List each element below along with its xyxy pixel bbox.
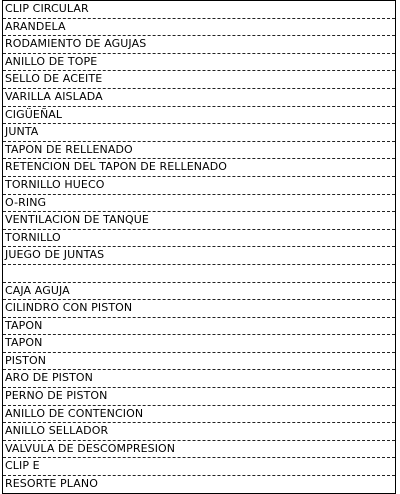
table-row: ARO DE PISTON	[3, 370, 395, 388]
table-row: PISTON	[3, 353, 395, 371]
table-row: JUEGO DE JUNTAS	[3, 247, 395, 265]
table-row: ANILLO DE TOPE	[3, 54, 395, 72]
table-row: VENTILACION DE TANQUE	[3, 212, 395, 230]
table-row: RESORTE PLANO	[3, 476, 395, 494]
table-row: CLIP CIRCULAR	[3, 1, 395, 19]
table-row: TAPON DE RELLENADO	[3, 142, 395, 160]
table-row: CILINDRO CON PISTON	[3, 300, 395, 318]
table-row: TAPON	[3, 318, 395, 336]
table-row: VALVULA DE DESCOMPRESION	[3, 441, 395, 459]
table-row: TORNILLO HUECO	[3, 177, 395, 195]
table-row: TAPON	[3, 335, 395, 353]
table-row: RODAMIENTO DE AGUJAS	[3, 36, 395, 54]
table-row: VARILLA AISLADA	[3, 89, 395, 107]
table-row: CAJA AGUJA	[3, 283, 395, 301]
table-row: O-RING	[3, 195, 395, 213]
table-row: JUNTA	[3, 124, 395, 142]
table-row: ARANDELA	[3, 19, 395, 37]
table-row-empty	[3, 265, 395, 283]
table-row: ANILLO DE CONTENCION	[3, 406, 395, 424]
table-row: PERNO DE PISTON	[3, 388, 395, 406]
table-row: CIGÜEÑAL	[3, 107, 395, 125]
table-row: CLIP E	[3, 458, 395, 476]
table-row: SELLO DE ACEITE	[3, 71, 395, 89]
table-row: TORNILLO	[3, 230, 395, 248]
table-row: RETENCION DEL TAPON DE RELLENADO	[3, 159, 395, 177]
parts-list-table	[2, 0, 396, 494]
table-row: ANILLO SELLADOR	[3, 423, 395, 441]
